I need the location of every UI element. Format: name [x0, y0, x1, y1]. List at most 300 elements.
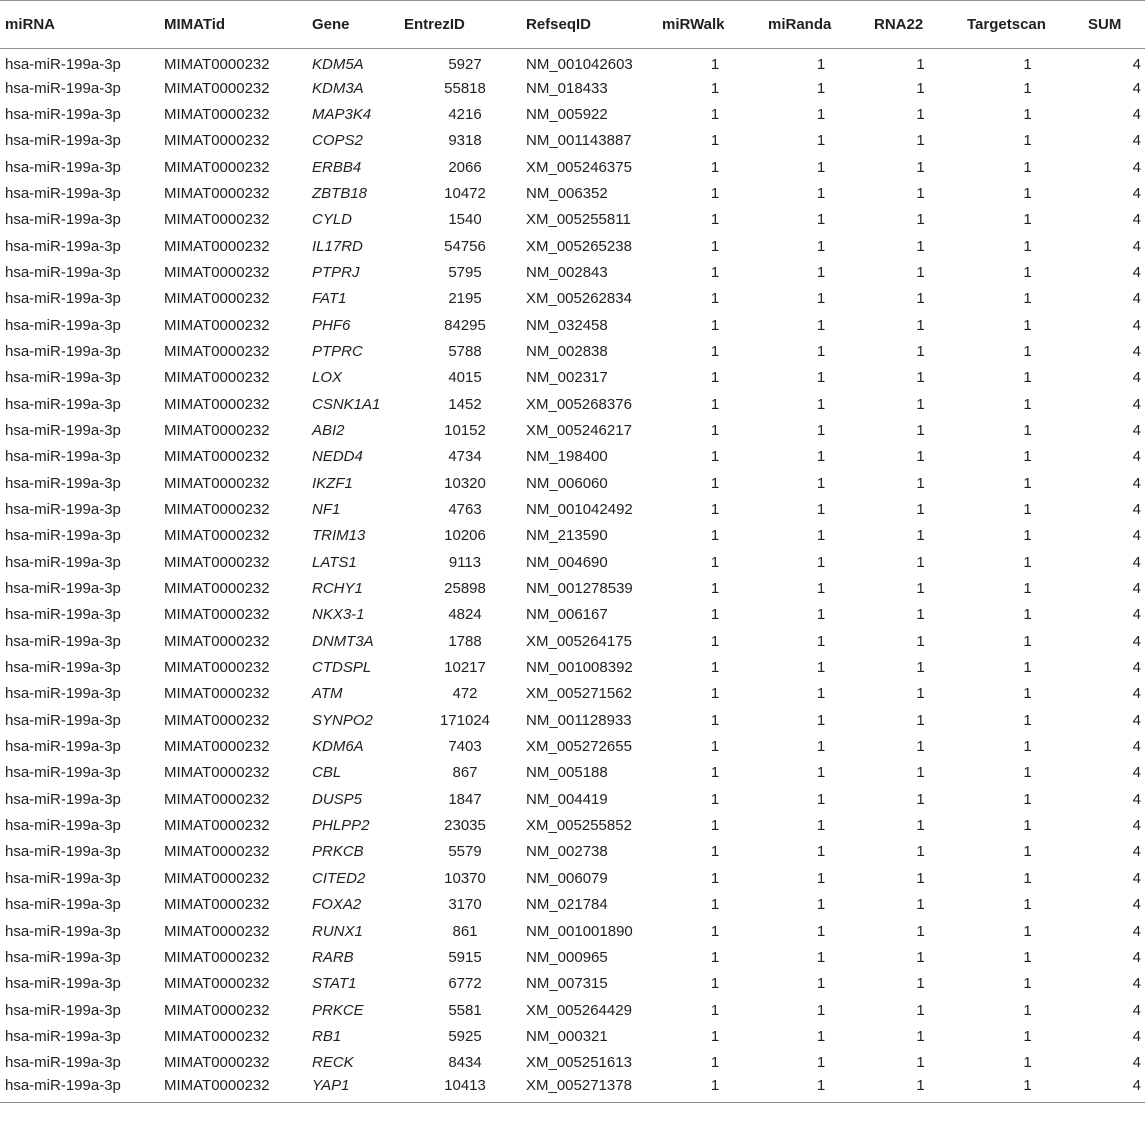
entrezid-cell: 10152 — [444, 421, 486, 439]
mirwalk-cell: 1 — [710, 738, 720, 756]
table-row — [0, 338, 1145, 364]
refseqid-cell: XM_005264175 — [526, 632, 632, 650]
mimatid-cell: MIMAT0000232 — [164, 158, 270, 176]
miranda-cell: 1 — [816, 421, 826, 439]
mimatid-cell: MIMAT0000232 — [164, 501, 270, 519]
mirwalk-cell: 1 — [710, 184, 720, 202]
rna22-cell: 1 — [916, 817, 925, 835]
mirna-cell: hsa-miR-199a-3p — [5, 896, 121, 914]
sum-cell: 4 — [1132, 421, 1141, 439]
mirna-cell: hsa-miR-199a-3p — [5, 79, 121, 97]
mirwalk-cell: 1 — [710, 1027, 720, 1045]
sum-cell: 4 — [1132, 342, 1141, 360]
mirwalk-cell: 1 — [710, 659, 720, 677]
mimatid-cell: MIMAT0000232 — [164, 975, 270, 993]
rna22-cell: 1 — [916, 211, 925, 229]
sum-cell: 4 — [1132, 79, 1141, 97]
mimatid-cell: MIMAT0000232 — [164, 316, 270, 334]
mimatid-cell: MIMAT0000232 — [164, 738, 270, 756]
mirwalk-cell: 1 — [710, 369, 720, 387]
refseqid-cell: NM_001278539 — [526, 580, 633, 598]
table-row — [0, 812, 1145, 838]
miranda-cell: 1 — [816, 738, 826, 756]
mimatid-cell: MIMAT0000232 — [164, 711, 270, 729]
refseqid-cell: NM_001042492 — [526, 501, 633, 519]
mimatid-cell: MIMAT0000232 — [164, 896, 270, 914]
entrezid-cell: 4216 — [448, 105, 482, 123]
mirwalk-cell: 1 — [710, 448, 720, 466]
miranda-cell: 1 — [816, 527, 826, 545]
entrezid-cell: 1540 — [448, 211, 482, 229]
mirwalk-cell: 1 — [710, 421, 720, 439]
gene-cell: LATS1 — [312, 553, 357, 571]
gene-cell: PRKCB — [312, 843, 364, 861]
table-row — [0, 154, 1145, 180]
table-row — [0, 101, 1145, 127]
rna22-cell: 1 — [916, 659, 925, 677]
mimatid-cell: MIMAT0000232 — [164, 685, 270, 703]
refseqid-cell: NM_001143887 — [526, 132, 632, 150]
rna22-cell: 1 — [916, 369, 925, 387]
mimatid-cell: MIMAT0000232 — [164, 764, 270, 782]
table-row — [0, 760, 1145, 786]
table-row — [0, 971, 1145, 997]
header-mirna: miRNA — [0, 1, 164, 49]
rna22-cell: 1 — [916, 1027, 925, 1045]
refseqid-cell: XM_005246217 — [526, 421, 632, 439]
mimatid-cell: MIMAT0000232 — [164, 580, 270, 598]
refseqid-cell: XM_005255811 — [526, 211, 631, 229]
miranda-cell: 1 — [816, 501, 826, 519]
mimatid-cell: MIMAT0000232 — [164, 105, 270, 123]
miranda-cell: 1 — [816, 685, 826, 703]
mirna-cell: hsa-miR-199a-3p — [5, 975, 121, 993]
targetscan-cell: 1 — [1023, 421, 1032, 439]
gene-cell: ATM — [312, 685, 343, 703]
mirna-cell: hsa-miR-199a-3p — [5, 132, 121, 150]
mimatid-cell: MIMAT0000232 — [164, 1076, 312, 1102]
gene-cell: ERBB4 — [312, 158, 362, 176]
refseqid-cell: XM_005262834 — [526, 290, 632, 308]
rna22-cell: 1 — [916, 606, 925, 624]
miranda-cell: 1 — [816, 1001, 826, 1019]
sum-cell: 4 — [1132, 56, 1141, 74]
entrezid-cell: 1788 — [448, 632, 482, 650]
mirwalk-cell: 1 — [710, 685, 720, 703]
targetscan-cell: 1 — [1023, 369, 1032, 387]
miranda-cell: 1 — [816, 843, 826, 861]
gene-cell: NEDD4 — [312, 448, 363, 466]
refseqid-cell: NM_000965 — [526, 948, 608, 966]
targetscan-cell: 1 — [1023, 817, 1032, 835]
entrezid-cell: 5925 — [448, 1027, 482, 1045]
mirwalk-cell: 1 — [710, 290, 720, 308]
mirwalk-cell: 1 — [710, 711, 720, 729]
mimatid-cell: MIMAT0000232 — [164, 421, 270, 439]
mimatid-cell: MIMAT0000232 — [164, 817, 270, 835]
refseqid-cell: NM_002738 — [526, 843, 608, 861]
gene-cell: RCHY1 — [312, 580, 363, 598]
gene-cell: RB1 — [312, 1027, 342, 1045]
table-row — [0, 259, 1145, 285]
sum-cell: 4 — [1132, 1001, 1141, 1019]
refseqid-cell: NM_032458 — [526, 316, 608, 334]
rna22-cell: 1 — [916, 580, 925, 598]
mirwalk-cell: 1 — [710, 896, 720, 914]
rna22-cell: 1 — [916, 922, 925, 940]
mirwalk-cell: 1 — [710, 553, 720, 571]
refseqid-cell: NM_021784 — [526, 896, 608, 914]
mimatid-cell: MIMAT0000232 — [164, 843, 270, 861]
mirna-cell: hsa-miR-199a-3p — [5, 184, 121, 202]
entrezid-cell: 5927 — [448, 56, 482, 74]
mirwalk-cell: 1 — [710, 132, 720, 150]
mimatid-cell: MIMAT0000232 — [164, 211, 270, 229]
entrezid-cell: 2195 — [448, 290, 482, 308]
rna22-cell: 1 — [916, 975, 925, 993]
targetscan-cell: 1 — [1023, 56, 1032, 74]
table-body — [0, 49, 1145, 1103]
rna22-cell: 1 — [916, 105, 925, 123]
targetscan-cell: 1 — [1023, 896, 1032, 914]
gene-cell: PHLPP2 — [312, 817, 370, 835]
entrezid-cell: 5795 — [448, 263, 482, 281]
mimatid-cell: MIMAT0000232 — [164, 606, 270, 624]
entrezid-cell: 10472 — [444, 184, 486, 202]
mimatid-cell: MIMAT0000232 — [164, 79, 270, 97]
table-row — [0, 865, 1145, 891]
miranda-cell: 1 — [816, 211, 826, 229]
mirwalk-cell: 1 — [710, 975, 720, 993]
header-refseqid: RefseqID — [526, 1, 662, 49]
rna22-cell: 1 — [916, 553, 925, 571]
mirna-cell: hsa-miR-199a-3p — [5, 659, 121, 677]
mirwalk-cell: 1 — [710, 501, 720, 519]
mimatid-cell: MIMAT0000232 — [164, 922, 270, 940]
mirna-cell: hsa-miR-199a-3p — [5, 290, 121, 308]
miranda-cell: 1 — [816, 395, 826, 413]
refseqid-cell: NM_002843 — [526, 263, 608, 281]
rna22-cell: 1 — [916, 896, 925, 914]
miranda-cell: 1 — [816, 975, 826, 993]
sum-cell: 4 — [1132, 896, 1141, 914]
gene-cell: SYNPO2 — [312, 711, 373, 729]
mimatid-cell: MIMAT0000232 — [164, 790, 270, 808]
rna22-cell: 1 — [916, 948, 925, 966]
miranda-cell: 1 — [816, 580, 826, 598]
entrezid-cell: 10217 — [444, 659, 486, 677]
sum-cell: 4 — [1132, 501, 1141, 519]
miranda-cell: 1 — [816, 790, 826, 808]
rna22-cell: 1 — [916, 711, 925, 729]
table-row — [0, 523, 1145, 549]
sum-cell: 4 — [1132, 290, 1141, 308]
gene-cell: CBL — [312, 764, 342, 782]
rna22-cell: 1 — [916, 1054, 925, 1072]
mimatid-cell: MIMAT0000232 — [164, 1027, 270, 1045]
mirna-cell: hsa-miR-199a-3p — [5, 1001, 121, 1019]
table-row — [0, 417, 1145, 443]
rna22-cell: 1 — [916, 56, 925, 74]
refseqid-cell: NM_198400 — [526, 448, 608, 466]
miranda-cell: 1 — [816, 263, 826, 281]
rna22-cell: 1 — [916, 685, 925, 703]
mirna-cell: hsa-miR-199a-3p — [5, 211, 121, 229]
entrezid-cell: 9113 — [448, 553, 482, 571]
miranda-cell: 1 — [816, 632, 826, 650]
table-header — [0, 1, 1145, 49]
gene-cell: LOX — [312, 369, 343, 387]
gene-cell: COPS2 — [312, 132, 363, 150]
miranda-cell: 1 — [816, 606, 826, 624]
refseqid-cell: XM_005264429 — [526, 1001, 632, 1019]
sum-cell: 4 — [1132, 395, 1141, 413]
table-row — [0, 75, 1145, 101]
targetscan-cell: 1 — [1023, 1054, 1032, 1072]
rna22-cell: 1 — [916, 290, 925, 308]
mirna-cell: hsa-miR-199a-3p — [5, 948, 121, 966]
mirwalk-cell: 1 — [710, 211, 720, 229]
gene-cell: RARB — [312, 948, 354, 966]
mirna-cell: hsa-miR-199a-3p — [5, 685, 121, 703]
rna22-cell: 1 — [916, 79, 925, 97]
rna22-cell: 1 — [916, 448, 925, 466]
sum-cell: 4 — [1132, 948, 1141, 966]
gene-cell: CSNK1A1 — [312, 395, 381, 413]
mirna-cell: hsa-miR-199a-3p — [5, 395, 121, 413]
gene-cell: PTPRJ — [312, 263, 360, 281]
targetscan-cell: 1 — [1023, 237, 1032, 255]
mirwalk-cell: 1 — [710, 817, 720, 835]
refseqid-cell: NM_004419 — [526, 790, 608, 808]
sum-cell: 4 — [1132, 553, 1141, 571]
refseqid-cell: NM_001128933 — [526, 711, 632, 729]
sum-cell: 4 — [1132, 158, 1141, 176]
mirwalk-cell: 1 — [710, 1054, 720, 1072]
mirwalk-cell: 1 — [710, 1001, 720, 1019]
mirwalk-cell: 1 — [710, 105, 720, 123]
sum-cell: 4 — [1132, 685, 1141, 703]
targetscan-cell: 1 — [1023, 290, 1032, 308]
targetscan-cell: 1 — [1023, 1027, 1032, 1045]
gene-cell: YAP1 — [312, 1076, 404, 1102]
rna22-cell: 1 — [916, 132, 925, 150]
header-row — [0, 1, 1145, 49]
miranda-cell: 1 — [816, 105, 826, 123]
mimatid-cell: MIMAT0000232 — [164, 659, 270, 677]
table-row — [0, 365, 1145, 391]
refseqid-cell: NM_000321 — [526, 1027, 608, 1045]
entrezid-cell: 4015 — [448, 369, 482, 387]
refseqid-cell: XM_005255852 — [526, 817, 632, 835]
targetscan-cell: 1 — [1023, 975, 1032, 993]
gene-cell: FOXA2 — [312, 896, 362, 914]
gene-cell: ABI2 — [312, 421, 345, 439]
mirwalk-cell: 1 — [710, 316, 720, 334]
targetscan-cell: 1 — [1023, 606, 1032, 624]
header-mirwalk: miRWalk — [662, 1, 768, 49]
gene-cell: PRKCE — [312, 1001, 364, 1019]
rna22-cell: 1 — [916, 632, 925, 650]
mirna-cell: hsa-miR-199a-3p — [5, 632, 121, 650]
targetscan-cell: 1 — [1023, 659, 1032, 677]
refseqid-cell: NM_018433 — [526, 79, 608, 97]
rna22-cell: 1 — [916, 421, 925, 439]
header-entrezid: EntrezID — [404, 1, 526, 49]
entrezid-cell: 84295 — [444, 316, 486, 334]
table-row — [0, 470, 1145, 496]
miranda-cell: 1 — [816, 711, 826, 729]
gene-cell: PTPRC — [312, 342, 363, 360]
refseqid-cell: XM_005265238 — [526, 237, 632, 255]
sum-cell: 4 — [1132, 580, 1141, 598]
gene-cell: NF1 — [312, 501, 341, 519]
table-row — [0, 207, 1145, 233]
mirna-cell: hsa-miR-199a-3p — [5, 764, 121, 782]
mimatid-cell: MIMAT0000232 — [164, 342, 270, 360]
targetscan-cell: 1 — [1023, 501, 1032, 519]
miranda-cell: 1 — [816, 448, 826, 466]
entrezid-cell: 171024 — [439, 711, 491, 729]
refseqid-cell: NM_004690 — [526, 553, 608, 571]
mirna-cell: hsa-miR-199a-3p — [5, 1054, 121, 1072]
miranda-cell: 1 — [816, 922, 826, 940]
targetscan-cell: 1 — [1023, 448, 1032, 466]
table-row — [0, 180, 1145, 206]
header-targetscan: Targetscan — [967, 1, 1088, 49]
targetscan-cell: 1 — [1023, 711, 1032, 729]
rna22-cell: 1 — [916, 764, 925, 782]
mimatid-cell: MIMAT0000232 — [164, 869, 270, 887]
sum-cell: 4 — [1132, 659, 1141, 677]
refseqid-cell: NM_002838 — [526, 342, 608, 360]
gene-cell: ZBTB18 — [312, 184, 368, 202]
sum-cell: 4 — [1088, 1076, 1145, 1102]
miranda-cell: 1 — [816, 56, 826, 74]
gene-cell: TRIM13 — [312, 527, 366, 545]
targetscan-cell: 1 — [1023, 790, 1032, 808]
entrezid-cell: 5915 — [448, 948, 482, 966]
targetscan-cell: 1 — [1023, 316, 1032, 334]
targetscan-cell: 1 — [1023, 184, 1032, 202]
miranda-cell: 1 — [816, 764, 826, 782]
targetscan-cell: 1 — [1023, 869, 1032, 887]
mirna-cell: hsa-miR-199a-3p — [5, 263, 121, 281]
table-row — [0, 286, 1145, 312]
sum-cell: 4 — [1132, 1054, 1141, 1072]
entrezid-cell: 10370 — [444, 869, 486, 887]
targetscan-cell: 1 — [967, 1076, 1088, 1102]
miranda-cell: 1 — [816, 1027, 826, 1045]
table-row — [0, 444, 1145, 470]
table-row — [0, 918, 1145, 944]
gene-cell: FAT1 — [312, 290, 347, 308]
mimatid-cell: MIMAT0000232 — [164, 1054, 270, 1072]
mimatid-cell: MIMAT0000232 — [164, 448, 270, 466]
sum-cell: 4 — [1132, 132, 1141, 150]
mirwalk-cell: 1 — [710, 843, 720, 861]
mirna-cell: hsa-miR-199a-3p — [5, 738, 121, 756]
mirna-cell: hsa-miR-199a-3p — [5, 316, 121, 334]
targetscan-cell: 1 — [1023, 553, 1032, 571]
mirwalk-cell: 1 — [710, 395, 720, 413]
rna22-cell: 1 — [916, 843, 925, 861]
mirwalk-cell: 1 — [710, 580, 720, 598]
mirwalk-cell: 1 — [710, 869, 720, 887]
miranda-cell: 1 — [816, 237, 826, 255]
table-row — [0, 997, 1145, 1023]
mirna-cell: hsa-miR-199a-3p — [0, 1076, 164, 1102]
miranda-cell: 1 — [816, 369, 826, 387]
mirwalk-cell: 1 — [710, 606, 720, 624]
targetscan-cell: 1 — [1023, 158, 1032, 176]
mirwalk-cell: 1 — [710, 527, 720, 545]
rna22-cell: 1 — [916, 869, 925, 887]
sum-cell: 4 — [1132, 369, 1141, 387]
gene-cell: CYLD — [312, 211, 353, 229]
gene-cell: CITED2 — [312, 869, 366, 887]
mimatid-cell: MIMAT0000232 — [164, 395, 270, 413]
table-row — [0, 575, 1145, 601]
mimatid-cell: MIMAT0000232 — [164, 263, 270, 281]
entrezid-cell: 5579 — [448, 843, 482, 861]
entrezid-cell: 5581 — [448, 1001, 482, 1019]
table-row — [0, 128, 1145, 154]
mimatid-cell: MIMAT0000232 — [164, 632, 270, 650]
mimatid-cell: MIMAT0000232 — [164, 290, 270, 308]
rna22-cell: 1 — [916, 395, 925, 413]
miranda-cell: 1 — [816, 342, 826, 360]
mirwalk-cell: 1 — [710, 342, 720, 360]
header-rna22: RNA22 — [874, 1, 967, 49]
mirna-cell: hsa-miR-199a-3p — [5, 105, 121, 123]
entrezid-cell: 55818 — [444, 79, 486, 97]
miranda-cell: 1 — [816, 316, 826, 334]
mirna-cell: hsa-miR-199a-3p — [5, 527, 121, 545]
miranda-cell: 1 — [816, 158, 826, 176]
refseqid-cell: NM_007315 — [526, 975, 608, 993]
entrezid-cell: 1847 — [448, 790, 482, 808]
refseqid-cell: XM_005268376 — [526, 395, 632, 413]
rna22-cell: 1 — [916, 738, 925, 756]
miranda-cell: 1 — [816, 659, 826, 677]
table-row — [0, 786, 1145, 812]
miranda-cell: 1 — [816, 553, 826, 571]
entrezid-cell: 2066 — [448, 158, 482, 176]
refseqid-cell: NM_006079 — [526, 869, 608, 887]
table-row — [0, 654, 1145, 680]
sum-cell: 4 — [1132, 606, 1141, 624]
rna22-cell: 1 — [916, 158, 925, 176]
sum-cell: 4 — [1132, 764, 1141, 782]
mirna-cell: hsa-miR-199a-3p — [5, 158, 121, 176]
targetscan-cell: 1 — [1023, 580, 1032, 598]
mirwalk-cell: 1 — [710, 237, 720, 255]
miranda-cell: 1 — [768, 1076, 874, 1102]
rna22-cell: 1 — [916, 501, 925, 519]
header-miranda: miRanda — [768, 1, 874, 49]
refseqid-cell: NM_005922 — [526, 105, 608, 123]
entrezid-cell: 4824 — [448, 606, 482, 624]
mimatid-cell: MIMAT0000232 — [164, 369, 270, 387]
mirna-cell: hsa-miR-199a-3p — [5, 790, 121, 808]
targetscan-cell: 1 — [1023, 738, 1032, 756]
table-row — [0, 233, 1145, 259]
table-row — [0, 312, 1145, 338]
targetscan-cell: 1 — [1023, 474, 1032, 492]
targetscan-cell: 1 — [1023, 843, 1032, 861]
mimatid-cell: MIMAT0000232 — [164, 237, 270, 255]
